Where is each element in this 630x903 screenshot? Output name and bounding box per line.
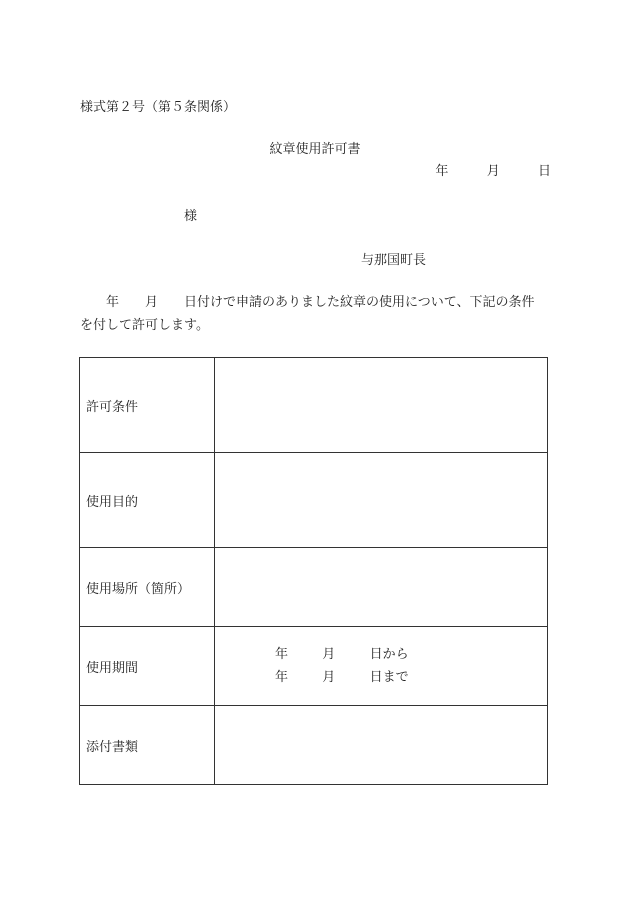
period-end-year: 年 xyxy=(275,670,289,685)
date-day: 日 xyxy=(537,164,551,179)
document-title: 紋章使用許可書 xyxy=(269,142,361,157)
date-month: 月 xyxy=(486,164,500,179)
period-start-day: 日から xyxy=(369,647,409,662)
issuer-name: 与那国町長 xyxy=(361,253,427,268)
recipient-suffix: 様 xyxy=(184,209,198,224)
issue-date xyxy=(435,160,551,179)
body-line-2: を付して許可します。 xyxy=(80,318,209,333)
period-start xyxy=(215,643,547,666)
date-year: 年 xyxy=(435,164,449,179)
period-end-day: 日まで xyxy=(369,670,409,685)
row-label: 許可条件 xyxy=(80,358,215,453)
body-line-1: 年 月 日付けで申請のありました紋章の使用について、下記の条件 xyxy=(80,295,535,310)
table-row xyxy=(80,453,548,548)
period-end xyxy=(215,666,547,689)
row-value xyxy=(215,453,548,548)
row-value xyxy=(215,548,548,627)
row-label: 添付書類 xyxy=(80,706,215,785)
form-number: 様式第２号（第５条関係） xyxy=(80,100,237,115)
row-label: 使用目的 xyxy=(80,453,215,548)
table-row xyxy=(80,548,548,627)
table-row xyxy=(80,706,548,785)
period-end-month: 月 xyxy=(322,670,336,685)
period-start-month: 月 xyxy=(322,647,336,662)
body-text xyxy=(80,291,554,337)
row-value xyxy=(215,706,548,785)
row-value xyxy=(215,358,548,453)
table-row xyxy=(80,627,548,706)
period-start-year: 年 xyxy=(275,647,289,662)
period-cell xyxy=(215,627,548,706)
row-label: 使用場所（箇所） xyxy=(80,548,215,627)
table-row xyxy=(80,358,548,453)
conditions-table xyxy=(79,357,548,785)
row-label: 使用期間 xyxy=(80,627,215,706)
